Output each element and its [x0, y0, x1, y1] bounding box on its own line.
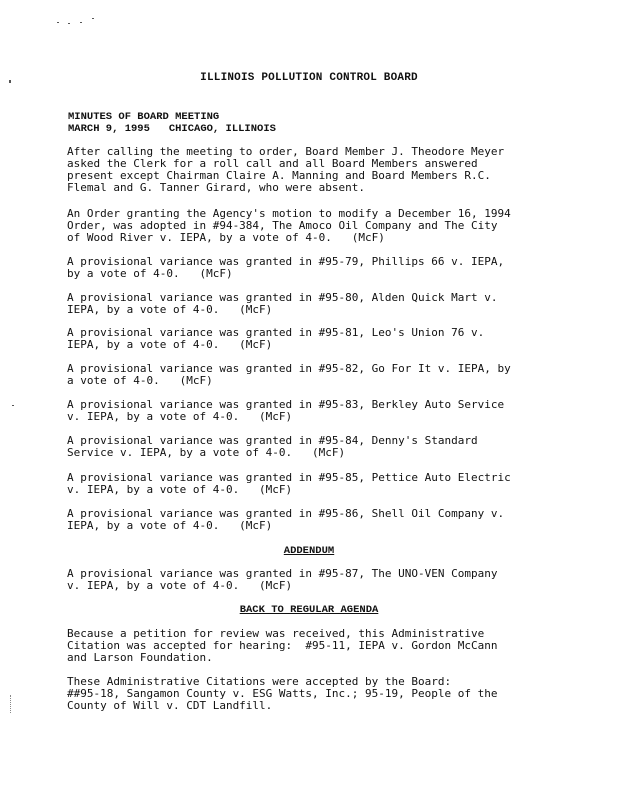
scan-speck: [57, 22, 59, 23]
scan-speck: [92, 18, 94, 19]
addendum-heading: ADDENDUM: [283, 545, 335, 557]
paragraph-variance-95-80: A provisional variance was granted in #95-80, Alden Quick Mart v. IEPA, by a vote of 4-0. (McF): [67, 291, 498, 316]
paragraph-variance-95-82: A provisional variance was granted in #95-82, Go For It v. IEPA, by a vote of 4-0. (McF): [67, 362, 511, 387]
back-to-agenda-heading: BACK TO REGULAR AGENDA: [239, 604, 379, 616]
scan-speck: [80, 22, 82, 23]
minutes-heading: MINUTES OF BOARD MEETING: [68, 111, 220, 123]
paragraph-variance-95-87: A provisional variance was granted in #95-87, The UNO-VEN Company v. IEPA, by a vote of 4-0. (McF): [67, 567, 498, 592]
meeting-date-location: MARCH 9, 1995 CHICAGO, ILLINOIS: [68, 123, 276, 135]
paragraph-variance-95-84: A provisional variance was granted in #95-84, Denny's Standard Service v. IEPA, by a vote of 4-0. (McF): [67, 434, 478, 459]
paragraph-variance-95-83: A provisional variance was granted in #95-83, Berkley Auto Service v. IEPA, by a vote of 4-0. (McF): [67, 398, 505, 423]
paragraph-order: An Order granting the Agency's motion to modify a December 16, 1994 Order, was adopted in #94-384, The Amoco Oil Company and The City of Wood River v. IEPA, by a vote of 4-0. (McF): [67, 207, 511, 244]
scan-speck: [12, 405, 14, 406]
paragraph-variance-95-86: A provisional variance was granted in #95-86, Shell Oil Company v. IEPA, by a vote of 4-0. (McF): [67, 507, 505, 532]
document-title: ILLINOIS POLLUTION CONTROL BOARD: [200, 72, 418, 84]
paragraph-citation-hearing: Because a petition for review was received, this Administrative Citation was accepted for hearing: #95-11, IEPA v. Gordon McCann and Larson Foundation.: [67, 627, 498, 664]
scan-speck: [68, 23, 70, 24]
paragraph-citations-accepted: These Administrative Citations were accepted by the Board: ##95-18, Sangamon County v. ESG Watts, Inc.; 95-19, People of the County of Will v. CDT Landfill.: [67, 675, 498, 712]
paragraph-variance-95-79: A provisional variance was granted in #95-79, Phillips 66 v. IEPA, by a vote of 4-0. (McF): [67, 255, 505, 280]
paragraph-variance-95-85: A provisional variance was granted in #95-85, Pettice Auto Electric v. IEPA, by a vote of 4-0. (McF): [67, 471, 511, 496]
scan-speck: [10, 695, 19, 713]
paragraph-roll-call: After calling the meeting to order, Board Member J. Theodore Meyer asked the Clerk for a roll call and all Board Members answered present except Chairman Claire A. Manning and Board Members R.C. Flemal and G. Tanner Girard, who were absent.: [67, 145, 505, 194]
paragraph-variance-95-81: A provisional variance was granted in #95-81, Leo's Union 76 v. IEPA, by a vote of 4-0. (McF): [67, 326, 485, 351]
